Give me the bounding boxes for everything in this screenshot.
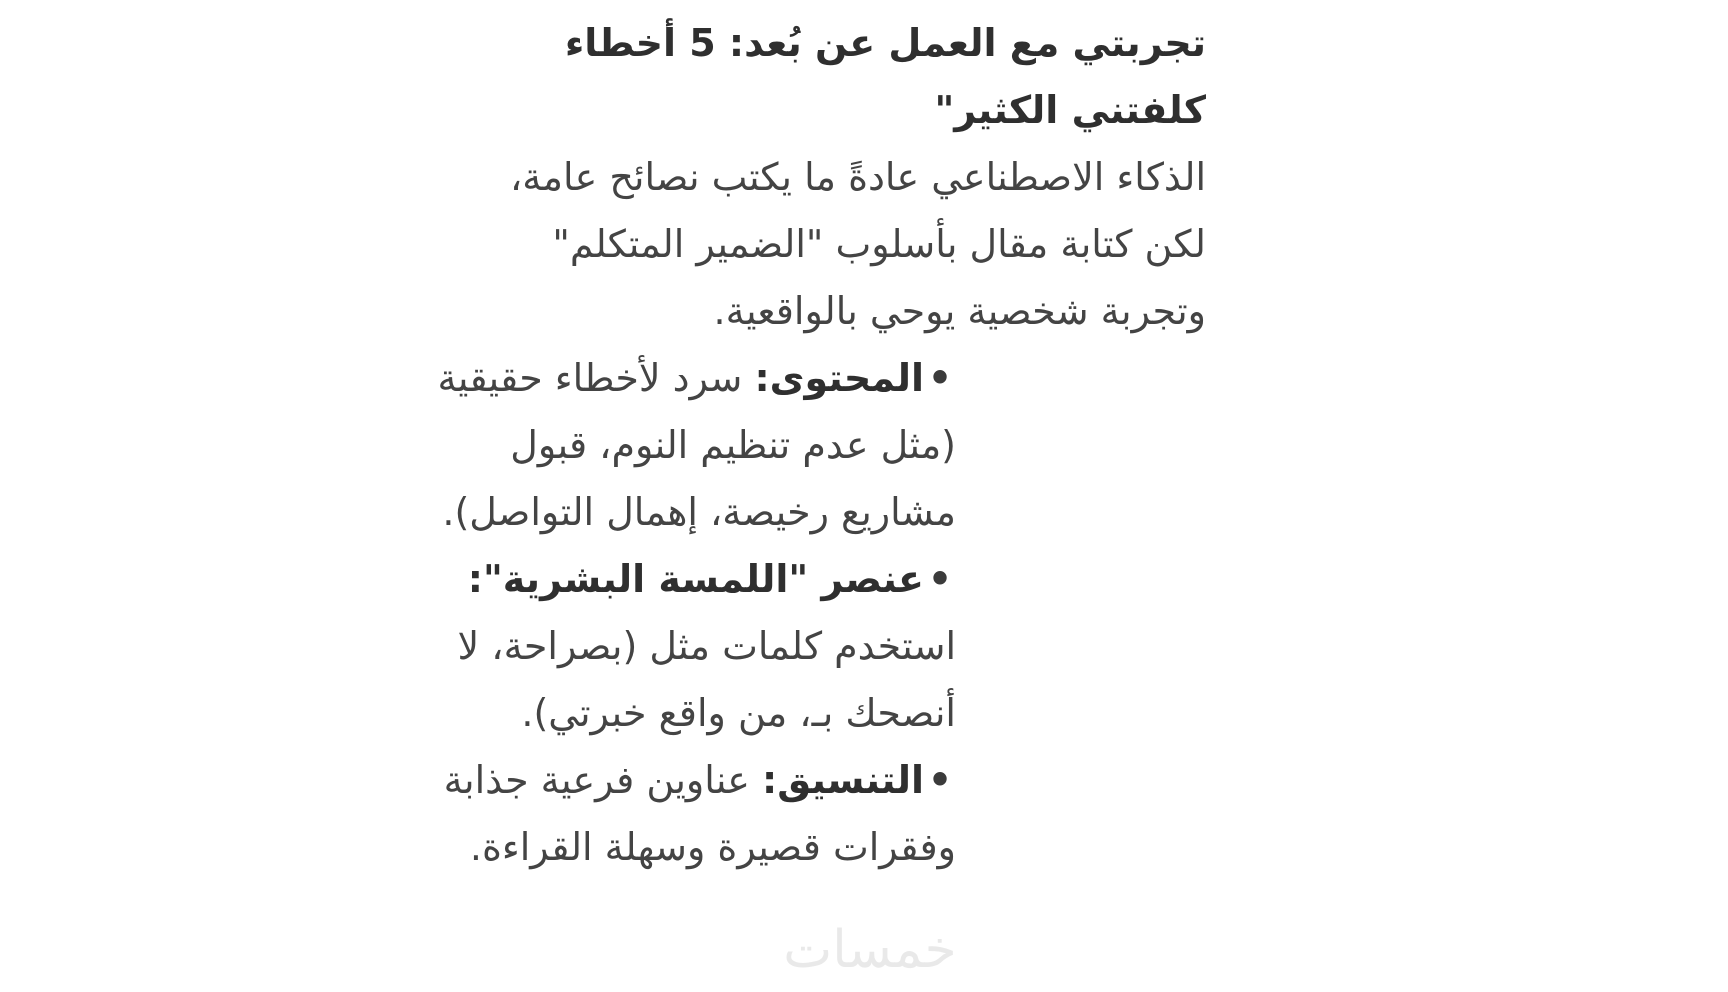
bullet-title: عنصر "اللمسة البشرية": [467,557,924,601]
watermark-logo: خمسات [783,920,957,980]
bullet-title: التنسيق: [762,758,924,802]
bullet-title: المحتوى: [754,356,924,400]
bullet-item-content [436,345,956,546]
bullet-marker: • [927,557,953,601]
bullet-item-formatting [436,747,956,881]
bullet-text: عناوين فرعية جذابة وفقرات قصيرة وسهلة القراءة. [443,758,956,869]
article-intro: الذكاء الاصطناعي عادةً ما يكتب نصائح عامة، لكن كتابة مقال بأسلوب "الضمير المتكلم" وتجربة شخصية يوحي بالواقعية. [510,155,1206,333]
bullet-item-human-touch [436,546,956,747]
bullet-text: سرد لأخطاء حقيقية (مثل عدم تنظيم النوم، قبول مشاريع رخيصة، إهمال التواصل). [437,356,956,534]
article-title: تجربتي مع العمل عن بُعد: 5 أخطاء كلفتني الكثير" [564,21,1206,132]
bullet-text: استخدم كلمات مثل (بصراحة، لا أنصحك بـ، من واقع خبرتي). [457,624,956,735]
bullet-marker: • [927,758,953,802]
bullet-marker: • [927,356,953,400]
bullet-list [436,345,956,881]
article [437,10,1206,881]
